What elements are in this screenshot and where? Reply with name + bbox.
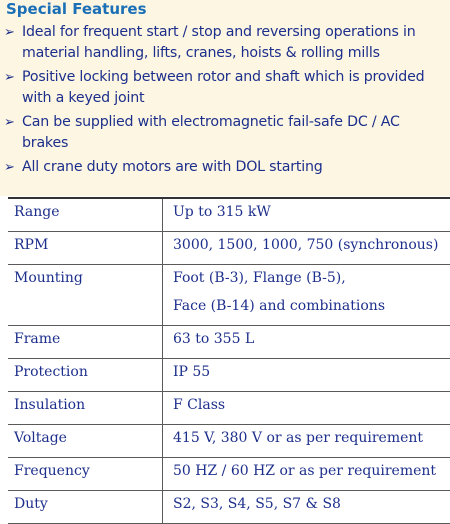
spec-label: Frequency [8,458,163,491]
feature-list [0,22,450,181]
spec-label: Insulation [8,392,163,425]
spec-value [163,265,450,326]
arrow-bullet-icon: ➢ [4,112,15,133]
spec-row [8,198,450,232]
spec-label: Frame [8,326,163,359]
spec-row [8,232,450,265]
spec-value-line: Foot (B-3), Flange (B-5), [173,265,446,292]
feature-item [0,157,450,178]
feature-text: All crane duty motors are with DOL starting [22,159,323,175]
spec-row [8,491,450,524]
spec-value: F Class [163,392,450,425]
feature-item [0,22,450,64]
feature-text: Positive locking between rotor and shaft which is provided with a keyed joint [22,69,424,106]
spec-value: 63 to 355 L [163,326,450,359]
spec-value: S2, S3, S4, S5, S7 & S8 [163,491,450,524]
spec-value: 415 V, 380 V or as per requirement [163,425,450,458]
spec-label: Duty [8,491,163,524]
spec-value: 50 HZ / 60 HZ or as per requirement [163,458,450,491]
spec-row [8,326,450,359]
section-heading: Special Features [6,0,147,18]
spec-label: RPM [8,232,163,265]
spec-label: Protection [8,359,163,392]
feature-item [0,112,450,154]
arrow-bullet-icon: ➢ [4,22,15,43]
features-panel [0,0,450,196]
arrow-bullet-icon: ➢ [4,157,15,178]
spec-row [8,265,450,326]
spec-value-line: Face (B-14) and combinations [173,293,446,320]
spec-row [8,425,450,458]
spec-value: Up to 315 kW [163,198,450,232]
spec-row [8,458,450,491]
specifications-table [8,197,450,524]
spec-label: Mounting [8,265,163,326]
feature-text: Can be supplied with electromagnetic fail-safe DC / AC brakes [22,114,400,151]
spec-value: IP 55 [163,359,450,392]
spec-row [8,392,450,425]
spec-row [8,359,450,392]
arrow-bullet-icon: ➢ [4,67,15,88]
feature-item [0,67,450,109]
spec-label: Voltage [8,425,163,458]
spec-label: Range [8,198,163,232]
spec-value: 3000, 1500, 1000, 750 (synchronous) [163,232,450,265]
feature-text: Ideal for frequent start / stop and reversing operations in material handling, lifts, cranes, hoists & rolling mills [22,24,416,61]
